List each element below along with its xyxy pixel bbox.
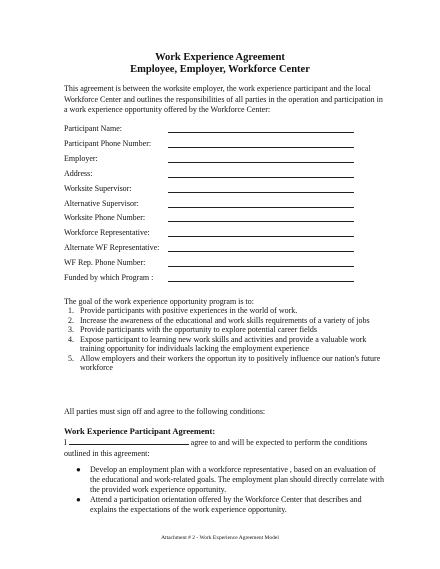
form-field-label: Worksite Supervisor: bbox=[64, 184, 132, 193]
form-field-label: Alternate WF Representative: bbox=[64, 243, 160, 252]
bullet-icon: ● bbox=[76, 495, 81, 504]
goal-text: Provide participants with positive experiences in the world of work. bbox=[80, 306, 298, 315]
form-field-label: Worksite Phone Number: bbox=[64, 213, 146, 222]
form-field-row bbox=[64, 273, 364, 285]
form-field-row bbox=[64, 228, 364, 240]
condition-text: Develop an employment plan with a workforce representative , based on an evaluation of the educational and work-related goals. The employment plan should directly correlate with the provided work experience opportunity. bbox=[90, 465, 384, 494]
goal-number: 5. bbox=[68, 353, 74, 363]
form-field-blank[interactable] bbox=[168, 281, 354, 282]
goal-number: 1. bbox=[68, 306, 74, 315]
form-field-row bbox=[64, 199, 364, 211]
form-field-blank[interactable] bbox=[168, 236, 354, 237]
form-field-row bbox=[64, 213, 364, 225]
page-footer: Attachment # 2 - Work Experience Agreement Model bbox=[161, 535, 279, 541]
goal-text: Allow employers and their workers the opportun ity to positively influence our nation's future workforce bbox=[80, 353, 381, 372]
goal-list bbox=[64, 306, 384, 373]
form-field-blank[interactable] bbox=[168, 251, 354, 252]
form-field-blank[interactable] bbox=[168, 177, 354, 178]
condition-list bbox=[64, 465, 384, 515]
goal-text: Provide participants with the opportunity to explore potential career fields bbox=[80, 325, 318, 334]
bullet-icon: ● bbox=[76, 465, 81, 474]
form-field-row bbox=[64, 124, 364, 136]
goal-intro: The goal of the work experience opportunity program is to: bbox=[64, 297, 254, 306]
form-field-label: Alternative Supervisor: bbox=[64, 199, 139, 208]
goal-text: Expose participant to learning new work skills and activities and provide a valuable work training opportunity for individuals lacking the employment experience bbox=[80, 334, 367, 353]
goal-text: Increase the awareness of the educational and work skills requirements of a variety of jobs bbox=[80, 315, 370, 325]
form-field-blank[interactable] bbox=[168, 207, 354, 208]
form-field-label: Employer: bbox=[64, 154, 98, 163]
form-field-row bbox=[64, 169, 364, 181]
document-title: Work Experience Agreement bbox=[155, 52, 285, 63]
goal-item bbox=[64, 335, 384, 354]
form-field-label: Participant Phone Number: bbox=[64, 139, 152, 148]
form-field-row bbox=[64, 258, 364, 270]
goal-item bbox=[64, 306, 384, 316]
condition-text: Attend a participation orientation offered by the Workforce Center that describes and explains the expectations of the work experience opportunity. bbox=[90, 495, 362, 514]
agree-suffix: agree to and will be expected to perform the conditions outlined in this agreement: bbox=[64, 438, 368, 458]
form-field-label: Participant Name: bbox=[64, 124, 122, 133]
goal-item bbox=[64, 316, 384, 326]
form-field-row bbox=[64, 184, 364, 196]
intro-paragraph: This agreement is between the worksite employer, the work experience participant and the local Workforce Center and outlines the responsibilities of all parties in the operation and participation in a work experience opportunity offered by the Workforce Center: bbox=[64, 84, 383, 114]
goal-number: 2. bbox=[68, 315, 74, 325]
form-field-label: WF Rep. Phone Number: bbox=[64, 258, 146, 267]
form-field-blank[interactable] bbox=[168, 147, 354, 148]
form-field-blank[interactable] bbox=[168, 132, 354, 133]
condition-item bbox=[64, 495, 384, 515]
agree-prefix: I bbox=[64, 438, 67, 447]
goal-number: 3. bbox=[68, 325, 74, 334]
participant-agreement-heading: Work Experience Participant Agreement: bbox=[64, 426, 216, 436]
form-field-label: Workforce Representative: bbox=[64, 228, 150, 237]
form-field-row bbox=[64, 139, 364, 151]
form-field-label: Funded by which Program : bbox=[64, 273, 154, 282]
form-field-row bbox=[64, 154, 364, 166]
participant-name-blank[interactable] bbox=[69, 437, 189, 445]
form-field-label: Address: bbox=[64, 169, 93, 178]
goal-number: 4. bbox=[68, 334, 74, 344]
form-field-blank[interactable] bbox=[168, 192, 354, 193]
document-subtitle: Employee, Employer, Workforce Center bbox=[130, 64, 310, 75]
participant-agreement-text bbox=[64, 437, 384, 459]
goal-item bbox=[64, 325, 384, 335]
form-field-blank[interactable] bbox=[168, 266, 354, 267]
condition-item bbox=[64, 465, 384, 495]
parties-statement: All parties must sign off and agree to the following conditions: bbox=[64, 407, 266, 416]
form-field-row bbox=[64, 243, 364, 255]
form-field-blank[interactable] bbox=[168, 221, 354, 222]
goal-item bbox=[64, 354, 384, 373]
form-field-blank[interactable] bbox=[168, 162, 354, 163]
